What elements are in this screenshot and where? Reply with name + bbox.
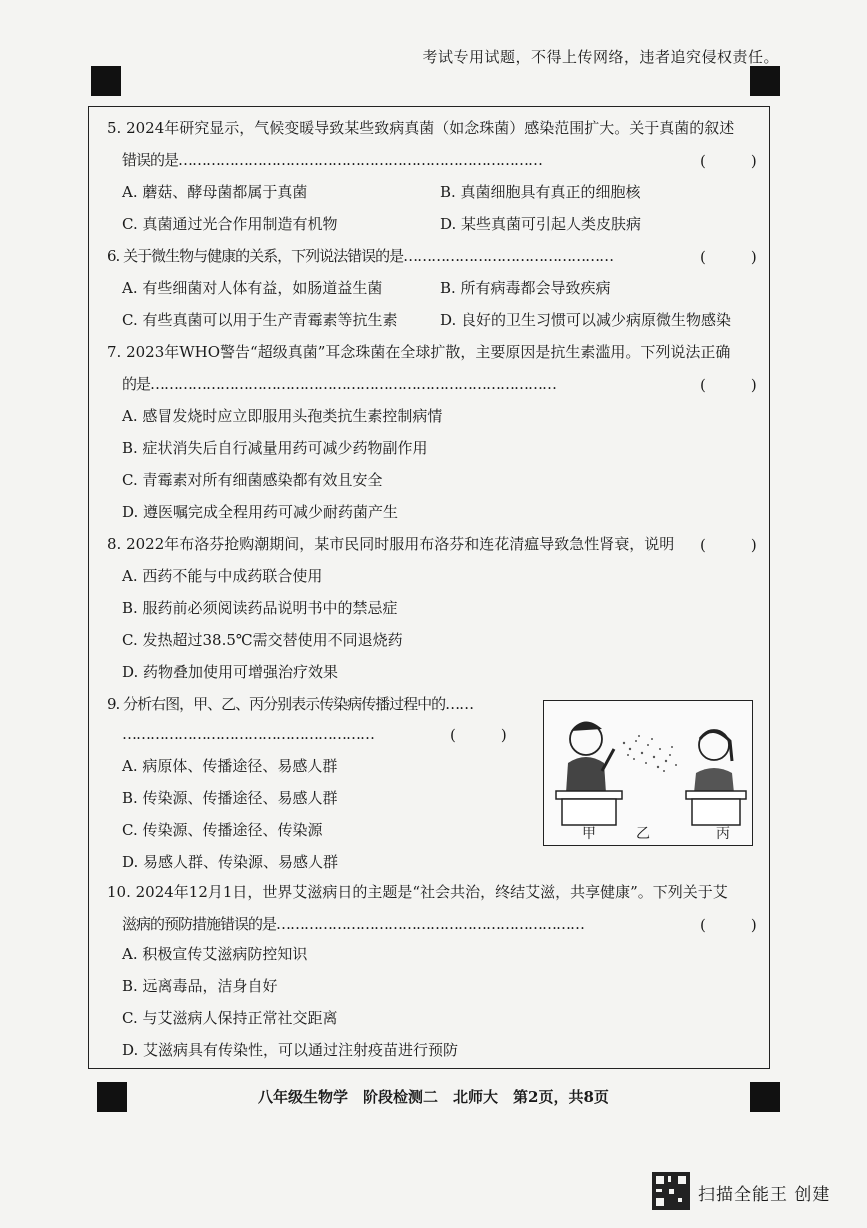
qr-code-icon (652, 1172, 690, 1210)
q7-option-a: A. 感冒发烧时应立即服用头孢类抗生素控制病情 (122, 407, 443, 425)
scanner-watermark: 扫描全能王 创建 (698, 1185, 831, 1205)
q8-option-c: C. 发热超过38.5℃需交替使用不同退烧药 (122, 631, 403, 649)
q6-option-d: D. 良好的卫生习惯可以减少病原微生物感染 (440, 311, 732, 329)
q10-option-c: C. 与艾滋病人保持正常社交距离 (122, 1009, 338, 1027)
registration-mark-top-right (750, 66, 780, 96)
page-footer: 八年级生物学 阶段检测二 北师大 第2页，共8页 (258, 1088, 609, 1106)
q6-option-b: B. 所有病毒都会导致疾病 (440, 279, 611, 297)
q8-stem: 8. 2022年布洛芬抢购潮期间，某市民同时服用布洛芬和连花清瘟导致急性肾衰，说明 (107, 535, 675, 553)
q9-option-a: A. 病原体、传播途径、易感人群 (122, 757, 338, 775)
exam-notice: 考试专用试题，不得上传网络，违者追究侵权责任。 (422, 48, 779, 66)
q9-option-b: B. 传染源、传播途径、易感人群 (122, 789, 338, 807)
figure-label-jia: 甲 (582, 826, 596, 842)
q6-option-c: C. 有些真菌可以用于生产青霉素等抗生素 (122, 311, 398, 329)
q8-option-b: B. 服药前必须阅读药品说明书中的禁忌症 (122, 599, 398, 617)
q6-stem: 6. 关于微生物与健康的关系，下列说法错误的是……………………………………… (107, 247, 614, 265)
q5-option-a: A. 蘑菇、酵母菌都属于真菌 (122, 183, 308, 201)
q6-answer-blank: ( ) (700, 248, 757, 266)
q5-answer-blank: ( ) (700, 152, 757, 170)
q5-stem-line1: 5. 2024年研究显示，气候变暖导致某些致病真菌（如念珠菌）感染范围扩大。关于真菌的叙述 (107, 119, 735, 137)
q10-stem-line2: 滋病的预防措施错误的是………………………………………………………… (122, 915, 585, 933)
figure-label-bing: 丙 (716, 826, 730, 842)
q7-option-d: D. 遵医嘱完成全程用药可减少耐药菌产生 (122, 503, 399, 521)
q8-answer-blank: ( ) (700, 536, 757, 554)
q8-option-a: A. 西药不能与中成药联合使用 (122, 567, 323, 585)
q10-stem-line1: 10. 2024年12月1日，世界艾滋病日的主题是“社会共治，终结艾滋，共享健康”。下列关于艾 (107, 883, 728, 901)
q9-option-d: D. 易感人群、传染源、易感人群 (122, 853, 339, 871)
q7-answer-blank: ( ) (700, 376, 757, 394)
q5-option-b: B. 真菌细胞具有真正的细胞核 (440, 183, 641, 201)
q8-option-d: D. 药物叠加使用可增强治疗效果 (122, 663, 339, 681)
q5-option-c: C. 真菌通过光合作用制造有机物 (122, 215, 338, 233)
q10-option-a: A. 积极宣传艾滋病防控知识 (122, 945, 308, 963)
q5-stem-line2: 错误的是…………………………………………………………………… (122, 151, 543, 169)
q7-option-c: C. 青霉素对所有细菌感染都有效且安全 (122, 471, 383, 489)
q7-stem-line1: 7. 2023年WHO警告“超级真菌”耳念珠菌在全球扩散，主要原因是抗生素滥用。下列说法正确 (107, 343, 731, 361)
registration-mark-top-left (91, 66, 121, 96)
q10-option-d: D. 艾滋病具有传染性，可以通过注射疫苗进行预防 (122, 1041, 459, 1059)
figure-label-yi: 乙 (636, 826, 650, 842)
q6-option-a: A. 有些细菌对人体有益，如肠道益生菌 (122, 279, 383, 297)
q10-option-b: B. 远离毒品，洁身自好 (122, 977, 278, 995)
q7-option-b: B. 症状消失后自行减量用药可减少药物副作用 (122, 439, 428, 457)
q9-stem-line2: ……………………………………………… (122, 725, 374, 743)
q9-transmission-figure (543, 700, 753, 846)
q5-option-d: D. 某些真菌可引起人类皮肤病 (440, 215, 642, 233)
q9-answer-blank: ( ) (450, 726, 507, 744)
q9-stem-line1: 9. 分析右图，甲、乙、丙分别表示传染病传播过程中的…… (107, 695, 474, 713)
q9-option-c: C. 传染源、传播途径、传染源 (122, 821, 323, 839)
q10-answer-blank: ( ) (700, 916, 757, 934)
q7-stem-line2: 的是…………………………………………………………………………… (122, 375, 557, 393)
